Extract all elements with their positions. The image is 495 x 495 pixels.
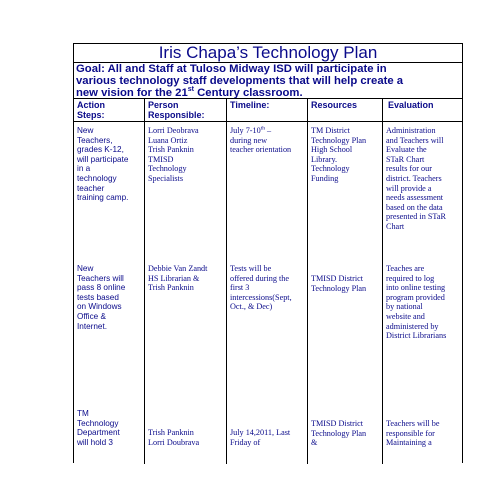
header-person-responsible: Person Responsible:	[148, 100, 205, 120]
header-timeline: Timeline:	[230, 100, 270, 110]
column-divider	[144, 99, 145, 464]
row-2-person: Debbie Van Zandt HS Librarian & Trish Panknin	[148, 264, 208, 293]
row-1-evaluation: Administration and Teachers will Evaluate the STaR Chart results for our district. Teachers will provide a needs assessment based on the data presented in STaR Chart	[386, 126, 446, 231]
header-divider	[74, 121, 462, 122]
row-3-action: TM Technology Department will hold 3	[77, 409, 120, 447]
row-3-person: Trish Panknin Lorri Doubrava	[148, 428, 200, 447]
page-title: Iris Chapa’s Technology Plan	[74, 44, 462, 63]
goal-line-1: Goal: All and Staff at Tuloso Midway ISD will participate in	[76, 63, 387, 75]
row-2-evaluation: Teaches are required to log into online testing program provided by national website and administered by District Librarians	[386, 264, 447, 341]
row-1-timeline: July 7-10th – during new teacher orientation	[230, 125, 292, 155]
goal-statement	[74, 63, 462, 99]
row-2-resources: TMISD District Technology Plan	[311, 274, 367, 293]
row-3-resources: TMISD District Technology Plan &	[311, 419, 367, 448]
row-3-timeline: July 14,2011, Last Friday of	[230, 428, 291, 447]
row-2-timeline: Tests will be offered during the first 3 intercessions(Sept, Oct., & Dec)	[230, 264, 292, 312]
goal-line-3: new vision for the 21st Century classroom.	[76, 86, 303, 99]
row-1-person: Lorri Deobrava Luana Ortiz Trish Panknin TMISD Technology Specialists	[148, 126, 199, 183]
header-action-steps: Action Steps:	[77, 100, 105, 120]
row-1-resources: TM District Technology Plan High School Library. Technology Funding	[311, 126, 367, 183]
column-divider	[226, 99, 227, 464]
row-2-action: New Teachers will pass 8 online tests based on Windows Office & Internet.	[77, 264, 126, 331]
row-3-evaluation: Teachers will be responsible for Maintaining a	[386, 419, 440, 448]
technology-plan-table	[73, 43, 463, 463]
column-divider	[307, 99, 308, 464]
header-evaluation: Evaluation	[388, 100, 434, 110]
goal-line-2: various technology staff developments that will help create a	[76, 75, 404, 87]
column-divider	[382, 99, 383, 464]
row-1-action: New Teachers, grades K-12, will participate in a technology teacher training camp.	[77, 126, 129, 203]
header-resources: Resources	[311, 100, 358, 110]
